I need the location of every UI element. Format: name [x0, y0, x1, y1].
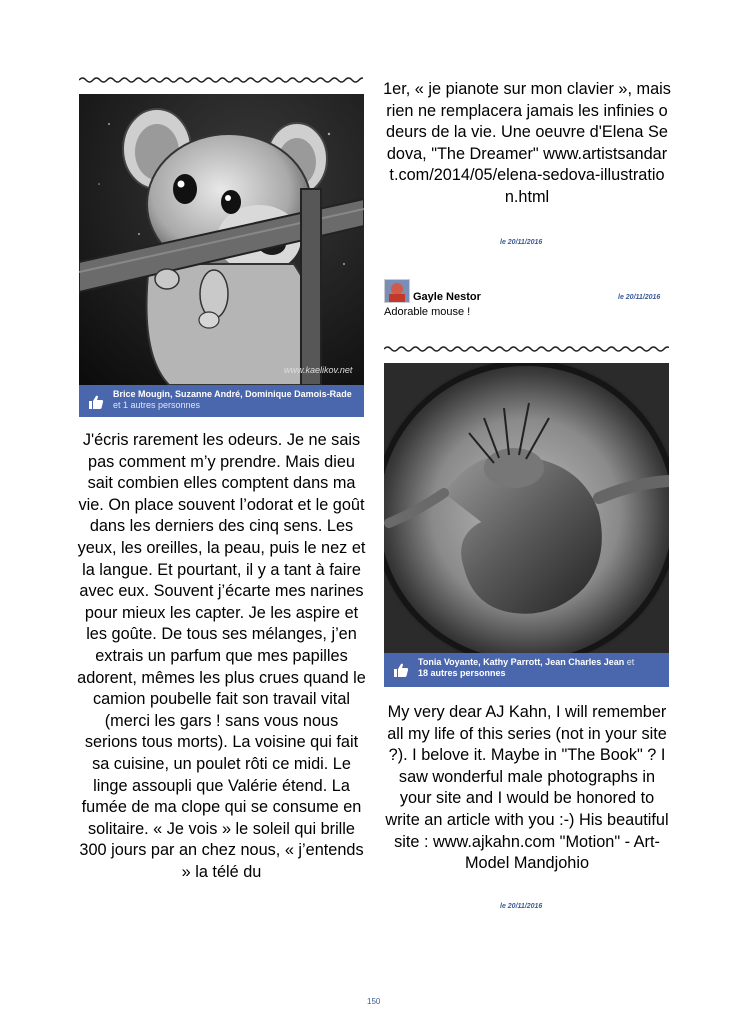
avatar[interactable] — [384, 279, 410, 303]
like-bar-right — [384, 653, 669, 687]
mouse-illustration[interactable] — [79, 94, 364, 385]
thumbs-up-icon[interactable] — [393, 662, 409, 678]
post-date: le 20/11/2016 — [500, 239, 543, 246]
like-names[interactable]: Brice Mougin, Suzanne André, Dominique Damois-Rade — [113, 389, 352, 399]
watermark-text: www.kaelikov.net — [284, 365, 353, 375]
comment-author[interactable]: Gayle Nestor — [413, 291, 481, 303]
wavy-divider-right — [384, 345, 669, 353]
post-date-right: le 20/11/2016 — [500, 903, 543, 910]
thumbs-up-icon[interactable] — [88, 394, 104, 410]
like-bar-left — [79, 385, 364, 417]
wavy-divider-left — [79, 76, 363, 84]
comment-date: le 20/11/2016 — [618, 294, 661, 301]
post-text-left: J'écris rarement les odeurs. Je ne sais pas comment m’y prendre. Mais dieu sait combien elles comptent dans ma vie. On place souvent l’odorat et le goût dans les derniers des cinq sens. Les yeux, les oreilles, la peau, puis le nez et la langue. Et pourtant, il y a tant à faire avec eux. Souvent j’écarte mes narines pour mieux les capter. Je les aspire et les goûte. De tous ses mélanges, j’en extrais un parfum que mes papilles adorent, mêmes les plus crues quand le camion poubelle fait son travail vital (merci les gars ! sans vous nous serions tous morts). La voisine qui fait sa cuisine, un poulet rôti ce midi. Le linge assoupli que Valérie étend. La fumée de ma clope qui se consume en solitaire. « Je vois » le soleil qui brille 300 jours par an chez nous, « j’entends » la télé du — [77, 431, 366, 881]
post-text-right: My very dear AJ Kahn, I will remember all my life of this series (not in your site ?). I belove it. Maybe in "The Book" ? I saw wonderful male photographs in your site and I would be honored to write an article with you :-) His beautiful site : www.ajkahn.com "Motion" - Art-Model Mandjohio — [385, 703, 669, 873]
comment-text: Adorable mouse ! — [384, 306, 471, 318]
page-number: 150 — [367, 997, 381, 1006]
like-others[interactable]: 18 autres personnes — [418, 668, 506, 678]
dancer-photograph[interactable] — [384, 363, 669, 653]
like-connector: et — [626, 657, 635, 667]
like-names[interactable]: Tonia Voyante, Kathy Parrott, Jean Charles Jean — [418, 657, 625, 667]
like-others[interactable]: et 1 autres personnes — [113, 400, 201, 410]
post-text-continued: 1er, « je pianote sur mon clavier », mais rien ne remplacera jamais les infinies odeurs de la vie. Une oeuvre d'Elena Sedova, "The Dreamer" www.artistsandart.com/2014/05/elena-sedova-illustration.html — [383, 80, 671, 206]
